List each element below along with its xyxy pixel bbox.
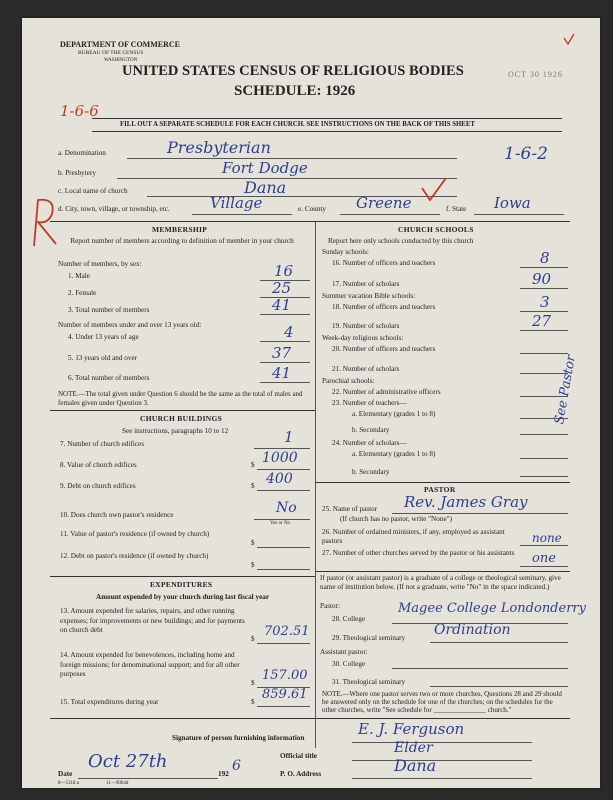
q17-label: 17. Number of scholars [332,280,400,288]
schedule-title: SCHEDULE: 1926 [234,83,356,99]
q14-label: 14. Amount expended for benevolences, including home and foreign missions; for denominational support; and for all other purposes [60,651,240,678]
buildings-heading: CHURCH BUILDINGS [140,414,223,423]
denomination-value: Presbyterian [167,138,271,157]
q6-value: 41 [272,364,292,382]
received-stamp: OCT 30 1926 [508,70,563,79]
college-intro: If pastor (or assistant pastor) is a graduate of a college or theological seminary, give name of institution below. (If not a graduate, write "No" in the space indicated.) [320,574,561,591]
q24b-label: b. Secondary [352,468,390,476]
year-prefix: 192 [218,770,229,778]
city-label: d. City, town, village, or township, etc. [58,205,170,213]
po-address-value: Dana [394,756,437,775]
church-name-value: Dana [244,178,287,197]
q19-label: 19. Number of scholars [332,322,400,330]
dept-name: DEPARTMENT OF COMMERCE [60,40,181,49]
q27-label: 27. Number of other churches served by the pastor or his assistants [322,549,515,557]
q21-label: 21. Number of scholars [332,365,400,373]
check-icon [418,176,448,204]
q5-label: 5. 13 years old and over [68,354,138,362]
q11-dollar: $ [251,539,255,547]
corner-check-icon [562,32,576,46]
q15-value: 859.61 [262,687,308,702]
q20-label: 20. Number of officers and teachers [332,345,436,353]
age-intro: Number of members under and over 13 years old: [58,321,202,329]
signature-label: Signature of person furnishing information [172,734,305,742]
q1-label: 1. Male [68,272,90,280]
county-value: Greene [356,194,412,212]
form-code-mark: 1-6-6 [60,102,99,120]
q26-label: 26. Number of ordained ministers, if any, employed as assistant pastors [322,528,505,545]
by-sex-label: Number of members, by sex: [58,260,142,268]
po-address-label: P. O. Address [280,770,322,778]
q28-value: Magee College Londonderry [398,601,586,616]
q18-label: 18. Number of officers and teachers [332,303,436,311]
assistant-sub-label: Assistant pastor: [320,648,368,656]
q8-label: 8. Value of church edifices [60,461,137,469]
q14-dollar: $ [251,679,255,687]
q3-label: 3. Total number of members [68,306,150,314]
q27-value: one [532,551,556,566]
form-instruction: FILL OUT A SEPARATE SCHEDULE FOR EACH CHURCH. SEE INSTRUCTIONS ON THE BACK OF THIS SHEET [120,121,475,128]
q22-label: 22. Number of administrative officers [332,388,441,396]
q13-value: 702.51 [264,624,310,639]
q24-label: 24. Number of scholars— [332,439,407,447]
state-label: f. State [446,205,467,213]
form-title: UNITED STATES CENSUS OF RELIGIOUS BODIES [122,63,464,79]
q11-label: 11. Value of pastor's residence (if owned by church) [60,530,210,538]
q12-label: 12. Debt on pastor's residence (if owned by church) [60,552,209,560]
date-value: Oct 27th [88,751,168,772]
q31-label: 31. Theological seminary [332,678,406,686]
q25-value: Rev. James Gray [404,493,528,511]
q29-label: 29. Theological seminary [332,634,406,642]
membership-intro: Report number of members according to definition of member in your church [70,237,294,245]
q15-dollar: $ [251,698,255,706]
q19-value: 27 [532,312,552,330]
summer-label: Summer vacation Bible schools: [322,292,416,300]
schools-intro: Report here only schools conducted by this church [328,237,474,245]
q13-dollar: $ [251,635,255,643]
presbytery-value: Fort Dodge [222,159,308,177]
q13-label: 13. Amount expended for salaries, repairs, and other running expenses; for improvements or new buildings; and for payments on church debt [60,607,245,634]
q28-label: 28. College [332,615,366,623]
red-r-mark-icon [26,194,62,250]
q8-value: 1000 [262,450,298,466]
q2-value: 25 [272,279,292,297]
q10-value: No [276,500,297,516]
q23-label: 23. Number of teachers— [332,399,407,407]
expenditures-heading: EXPENDITURES [150,580,213,589]
date-label: Date [58,770,73,778]
q9-dollar: $ [251,482,255,490]
pastor-sub-label: Pastor: [320,602,340,610]
q10-hint: Yes or No [270,521,291,526]
margin-code: 1-6-2 [504,144,548,164]
buildings-intro: See instructions, paragraphs 10 to 12 [122,427,229,435]
year-suffix: 6 [232,758,241,774]
parochial-label: Parochial schools: [322,377,375,385]
q29-value: Ordination [434,622,511,638]
membership-note: NOTE.—The total given under Question 6 should be the same as the total of males and females given under Question 3. [58,390,303,407]
q14-value: 157.00 [262,668,308,683]
weekday-label: Week-day religious schools: [322,334,404,342]
church-name-label: c. Local name of church [58,187,128,195]
q9-label: 9. Debt on church edifices [60,482,136,490]
q2-label: 2. Female [68,289,97,297]
bureau-name: BUREAU OF THE CENSUS [78,50,144,56]
q3-value: 41 [272,296,292,314]
q7-label: 7. Number of church edifices [60,440,145,448]
census-schedule-paper [22,18,600,788]
q10-label: 10. Does church own pastor's residence [60,511,174,519]
city-value: Village [210,194,263,212]
state-value: Iowa [494,194,531,212]
schools-heading: CHURCH SCHOOLS [398,225,474,234]
q17-value: 90 [532,270,552,288]
presbytery-label: b. Presbytery [58,169,96,177]
q23b-label: b. Secondary [352,426,390,434]
q4-value: 4 [284,323,294,341]
q18-value: 3 [540,293,550,311]
print-number: 11—9064d [106,781,129,786]
city-name: WASHINGTON [104,58,138,63]
membership-heading: MEMBERSHIP [152,225,208,234]
schools-margin-note: See Pastor [552,353,579,426]
q5-value: 37 [272,344,292,362]
q25-label: 25. Name of pastor [322,505,378,513]
q1-value: 16 [274,262,294,280]
q30-label: 30. College [332,660,366,668]
q26-value: none [532,531,562,545]
q6-label: 6. Total number of members [68,374,150,382]
q24a-label: a. Elementary (grades 1 to 8) [352,450,436,458]
q23a-label: a. Elementary (grades 1 to 8) [352,410,436,418]
q9-value: 400 [266,471,293,487]
official-title-value: Elder [394,740,433,756]
q16-value: 8 [540,249,550,267]
signature-value: E. J. Ferguson [358,720,465,738]
q4-label: 4. Under 13 years of age [68,333,139,341]
pastor-heading: PASTOR [424,485,456,494]
q25-hint: (If church has no pastor, write "None") [340,515,452,523]
pastor-note: NOTE.—Where one pastor serves two or more churches, Questions 28 and 29 should be answered only on the schedule for one of the churches; on the schedules for the other churches, write "See schedule for _______________ church." [322,690,562,714]
official-title-label: Official title [280,752,317,760]
q15-label: 15. Total expenditures during year [60,698,159,706]
q16-label: 16. Number of officers and teachers [332,259,436,267]
form-number: 8—5318 a [58,781,79,786]
expenditures-intro: Amount expended by your church during last fiscal year [96,593,270,601]
q12-dollar: $ [251,561,255,569]
q7-value: 1 [284,428,294,446]
denomination-label: a. Denomination [58,149,106,157]
sunday-label: Sunday schools: [322,248,369,256]
q8-dollar: $ [251,461,255,469]
county-label: e. County [298,205,326,213]
